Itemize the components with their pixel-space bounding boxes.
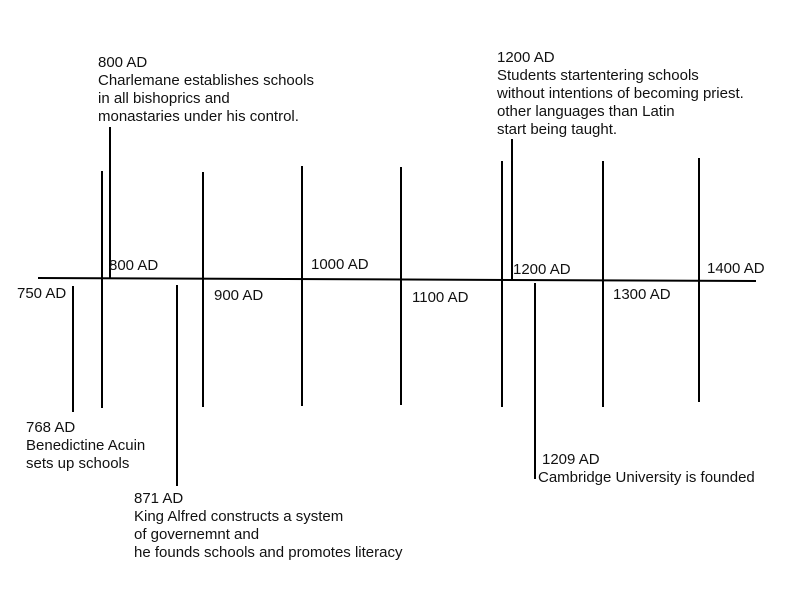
- event-1200-line-1: Students startentering schools: [497, 67, 699, 84]
- label-1300: 1300 AD: [613, 286, 671, 303]
- event-768-note: [26, 419, 145, 473]
- label-800: 800 AD: [109, 257, 159, 274]
- event-1200-year: 1200 AD: [497, 49, 555, 66]
- event-871-line-3: he founds schools and promotes literacy: [134, 544, 403, 561]
- event-768-year: 768 AD: [26, 419, 76, 436]
- event-871-year: 871 AD: [134, 490, 184, 507]
- event-871-line-2: of governemnt and: [134, 526, 260, 543]
- label-1400: 1400 AD: [707, 260, 765, 277]
- event-1200-line-4: start being taught.: [497, 121, 618, 138]
- event-800-year: 800 AD: [98, 54, 148, 71]
- event-768-line-2: sets up schools: [26, 455, 130, 472]
- event-1209-note: [538, 451, 755, 487]
- event-768-line-1: Benedictine Acuin: [26, 437, 146, 454]
- timeline-axis: [38, 278, 756, 281]
- label-750: 750 AD: [17, 285, 67, 302]
- label-900: 900 AD: [214, 287, 264, 304]
- event-871-note: [134, 490, 402, 562]
- label-1100: 1100 AD: [412, 289, 469, 306]
- label-1200: 1200 AD: [513, 261, 571, 278]
- event-800-line-1: Charlemane establishes schools: [98, 72, 314, 89]
- event-1200-note: [497, 49, 744, 139]
- event-800-note: [98, 54, 314, 126]
- label-1000: 1000 AD: [311, 256, 369, 273]
- event-871-line-1: King Alfred constructs a system: [134, 508, 344, 525]
- event-800-line-2: in all bishoprics and: [98, 90, 230, 107]
- event-1200-line-2: without intentions of becoming priest.: [497, 85, 744, 102]
- event-1209-year: 1209 AD: [542, 451, 600, 468]
- event-800-line-3: monastaries under his control.: [98, 108, 299, 125]
- event-1209-line-1: Cambridge University is founded: [538, 469, 755, 486]
- event-1200-line-3: other languages than Latin: [497, 103, 675, 120]
